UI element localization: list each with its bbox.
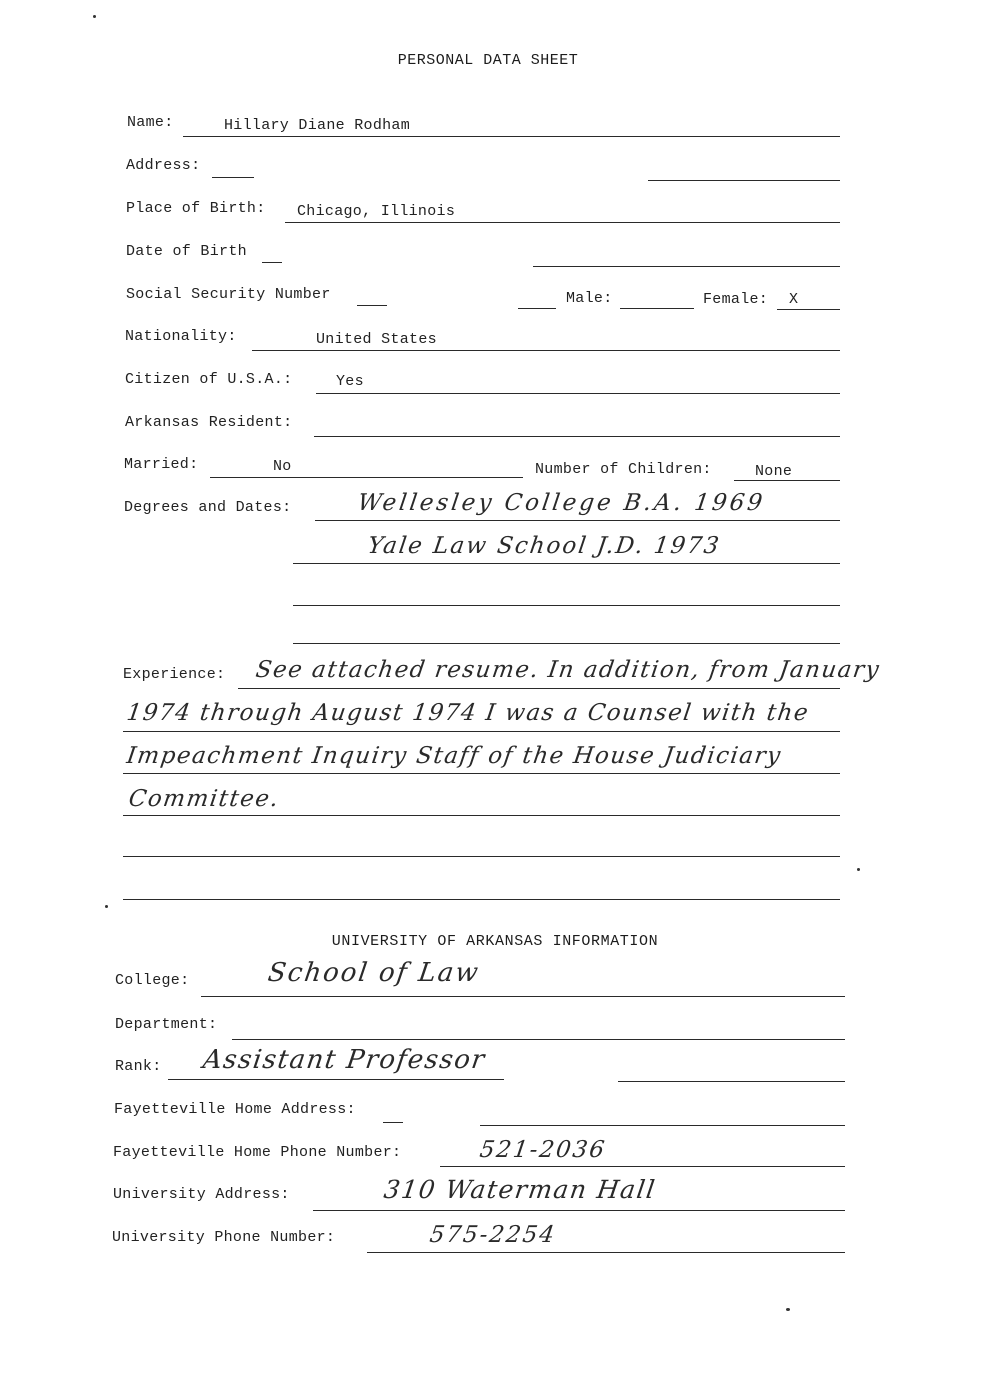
children-line xyxy=(734,480,840,481)
arkansas-resident-line xyxy=(314,436,840,437)
married-line xyxy=(210,477,523,478)
ssn-line-b xyxy=(518,308,556,309)
experience-line-1[interactable]: See attached resume. In addition, from January xyxy=(254,657,882,683)
experience-rule-3 xyxy=(123,773,840,774)
citizen-label: Citizen of U.S.A.: xyxy=(125,371,293,388)
ssn-label: Social Security Number xyxy=(126,286,331,303)
date-of-birth-line-b xyxy=(533,266,840,267)
degree-line-1[interactable]: Wellesley College B.A. 1969 xyxy=(356,490,767,516)
scan-speck xyxy=(93,15,96,18)
scan-speck xyxy=(857,868,860,871)
name-value[interactable]: Hillary Diane Rodham xyxy=(224,117,411,134)
nationality-value[interactable]: United States xyxy=(316,331,437,348)
address-line-b xyxy=(648,180,840,181)
experience-rule-5 xyxy=(123,856,840,857)
experience-line-4[interactable]: Committee. xyxy=(127,786,282,812)
arkansas-resident-label: Arkansas Resident: xyxy=(125,414,293,431)
place-of-birth-line xyxy=(285,222,840,223)
experience-rule-4 xyxy=(123,815,840,816)
degrees-line-4 xyxy=(293,643,840,644)
college-value[interactable]: School of Law xyxy=(266,958,482,988)
degrees-line-3 xyxy=(293,605,840,606)
university-address-line xyxy=(313,1210,845,1211)
male-label: Male: xyxy=(566,290,613,307)
home-address-line-a xyxy=(383,1122,403,1123)
department-line xyxy=(232,1039,845,1040)
degrees-label: Degrees and Dates: xyxy=(124,499,292,516)
university-section-title: UNIVERSITY OF ARKANSAS INFORMATION xyxy=(331,933,659,950)
female-value[interactable]: X xyxy=(789,291,799,308)
degrees-line-1 xyxy=(315,520,840,521)
address-line-a xyxy=(212,177,254,178)
experience-rule-6 xyxy=(123,899,840,900)
university-phone-value[interactable]: 575-2254 xyxy=(428,1222,558,1248)
nationality-label: Nationality: xyxy=(125,328,237,345)
citizen-line xyxy=(316,393,840,394)
place-of-birth-value[interactable]: Chicago, Illinois xyxy=(297,203,456,220)
college-label: College: xyxy=(115,972,190,989)
rank-label: Rank: xyxy=(115,1058,162,1075)
experience-line-2[interactable]: 1974 through August 1974 I was a Counsel with the xyxy=(125,700,811,726)
university-phone-line xyxy=(367,1252,845,1253)
home-phone-line xyxy=(440,1166,845,1167)
experience-rule-1 xyxy=(238,688,840,689)
home-address-label: Fayetteville Home Address: xyxy=(114,1101,356,1118)
female-line xyxy=(777,309,840,310)
home-phone-label: Fayetteville Home Phone Number: xyxy=(113,1144,402,1161)
ssn-line-a xyxy=(357,305,387,306)
nationality-line xyxy=(252,350,840,351)
male-line xyxy=(620,308,694,309)
university-phone-label: University Phone Number: xyxy=(112,1229,336,1246)
scan-speck xyxy=(786,1308,790,1311)
citizen-value[interactable]: Yes xyxy=(336,373,364,390)
degree-line-2[interactable]: Yale Law School J.D. 1973 xyxy=(366,533,723,559)
page-title: PERSONAL DATA SHEET xyxy=(397,52,579,69)
name-line xyxy=(183,136,840,137)
degrees-line-2 xyxy=(293,563,840,564)
married-label: Married: xyxy=(124,456,199,473)
rank-value[interactable]: Assistant Professor xyxy=(201,1045,488,1075)
college-line xyxy=(201,996,845,997)
children-value[interactable]: None xyxy=(755,463,793,480)
rank-line-b xyxy=(618,1081,845,1082)
home-phone-value[interactable]: 521-2036 xyxy=(478,1137,608,1163)
experience-rule-2 xyxy=(123,731,840,732)
children-label: Number of Children: xyxy=(535,461,712,478)
experience-line-3[interactable]: Impeachment Inquiry Staff of the House Judiciary xyxy=(125,743,784,769)
married-value[interactable]: No xyxy=(273,458,292,475)
university-address-value[interactable]: 310 Waterman Hall xyxy=(382,1175,658,1204)
name-label: Name: xyxy=(127,114,174,131)
department-label: Department: xyxy=(115,1016,218,1033)
scan-speck xyxy=(105,905,108,908)
experience-label: Experience: xyxy=(123,666,226,683)
female-label: Female: xyxy=(703,291,769,308)
home-address-line-b xyxy=(480,1125,845,1126)
address-label: Address: xyxy=(126,157,201,174)
date-of-birth-line-a xyxy=(262,262,282,263)
rank-line-a xyxy=(168,1079,504,1080)
university-address-label: University Address: xyxy=(113,1186,290,1203)
place-of-birth-label: Place of Birth: xyxy=(126,200,266,217)
date-of-birth-label: Date of Birth xyxy=(126,243,247,260)
